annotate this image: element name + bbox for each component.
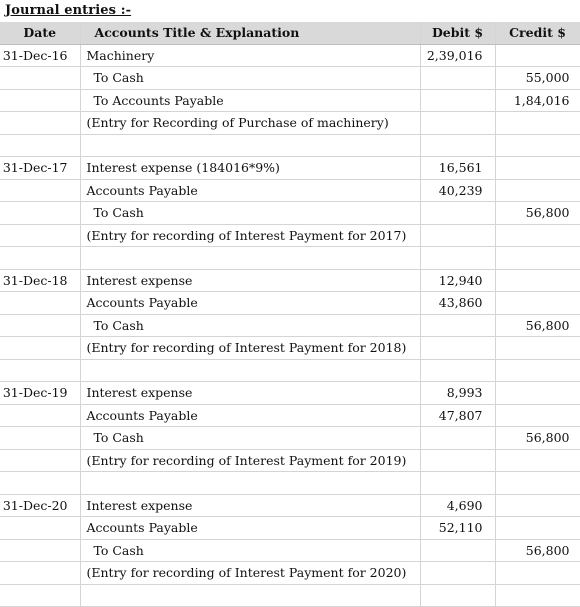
entry-date [0,292,80,315]
table-row [0,314,580,337]
account-title: Interest expense [80,269,420,292]
narration-row [0,449,580,472]
empty-cell [495,449,580,472]
empty-cell [420,449,495,472]
table-row [0,539,580,562]
empty-cell [0,134,80,157]
table-row [0,292,580,315]
narration-text: (Entry for recording of Interest Payment for 2019) [80,449,420,472]
empty-cell [420,247,495,270]
account-title: To Cash [80,427,420,450]
credit-amount [495,179,580,202]
debit-amount: 12,940 [420,269,495,292]
entry-date: 31-Dec-17 [0,157,80,180]
credit-amount [495,269,580,292]
table-row [0,269,580,292]
debit-amount [420,314,495,337]
narration-text: (Entry for Recording of Purchase of machinery) [80,112,420,135]
empty-cell [495,337,580,360]
debit-amount: 2,39,016 [420,44,495,67]
empty-cell [495,224,580,247]
credit-amount: 56,800 [495,427,580,450]
entry-date: 31-Dec-16 [0,44,80,67]
credit-amount: 55,000 [495,67,580,90]
narration-row [0,562,580,585]
debit-amount [420,202,495,225]
table-row [0,157,580,180]
empty-cell [420,359,495,382]
header-row [0,22,580,44]
entry-date [0,539,80,562]
table-row [0,427,580,450]
empty-cell [420,584,495,607]
entry-date [0,202,80,225]
table-row [0,494,580,517]
narration-row [0,112,580,135]
empty-cell [420,134,495,157]
narration-text: (Entry for recording of Interest Payment for 2020) [80,562,420,585]
spacer-row [0,584,580,607]
table-row [0,67,580,90]
account-title: To Cash [80,539,420,562]
header-debit: Debit $ [420,22,495,44]
journal-body [0,44,580,607]
empty-cell [0,449,80,472]
table-row [0,202,580,225]
debit-amount [420,539,495,562]
empty-cell [495,359,580,382]
header-date: Date [0,22,80,44]
table-row [0,382,580,405]
debit-amount: 8,993 [420,382,495,405]
debit-amount: 47,807 [420,404,495,427]
narration-text: (Entry for recording of Interest Payment for 2018) [80,337,420,360]
account-title: Machinery [80,44,420,67]
account-title: To Cash [80,202,420,225]
spacer-row [0,472,580,495]
narration-row [0,224,580,247]
account-title: Interest expense (184016*9%) [80,157,420,180]
spacer-row [0,247,580,270]
empty-cell [0,224,80,247]
entry-date [0,517,80,540]
entry-date [0,314,80,337]
account-title: Interest expense [80,382,420,405]
empty-cell [495,247,580,270]
credit-amount [495,157,580,180]
credit-amount [495,494,580,517]
page-title: Journal entries :- [5,3,132,18]
empty-cell [0,562,80,585]
account-title: To Cash [80,67,420,90]
entry-date [0,427,80,450]
credit-amount [495,404,580,427]
empty-cell [80,359,420,382]
entry-date: 31-Dec-18 [0,269,80,292]
account-title: Accounts Payable [80,179,420,202]
credit-amount [495,382,580,405]
debit-amount: 16,561 [420,157,495,180]
account-title: Interest expense [80,494,420,517]
narration-text: (Entry for recording of Interest Payment for 2017) [80,224,420,247]
spacer-row [0,359,580,382]
table-row [0,89,580,112]
entry-date [0,404,80,427]
credit-amount [495,292,580,315]
empty-cell [495,472,580,495]
empty-cell [420,562,495,585]
empty-cell [420,224,495,247]
entry-date [0,89,80,112]
journal-table [0,22,580,607]
empty-cell [0,247,80,270]
debit-amount: 40,239 [420,179,495,202]
credit-amount [495,44,580,67]
account-title: Accounts Payable [80,517,420,540]
empty-cell [495,562,580,585]
account-title: To Cash [80,314,420,337]
empty-cell [80,247,420,270]
empty-cell [0,337,80,360]
empty-cell [80,134,420,157]
debit-amount: 43,860 [420,292,495,315]
empty-cell [80,472,420,495]
entry-date [0,67,80,90]
empty-cell [80,584,420,607]
entry-date: 31-Dec-20 [0,494,80,517]
empty-cell [495,112,580,135]
table-row [0,517,580,540]
credit-amount [495,517,580,540]
debit-amount: 52,110 [420,517,495,540]
empty-cell [420,337,495,360]
header-credit: Credit $ [495,22,580,44]
account-title: To Accounts Payable [80,89,420,112]
debit-amount: 4,690 [420,494,495,517]
debit-amount [420,89,495,112]
empty-cell [495,134,580,157]
table-row [0,404,580,427]
empty-cell [0,359,80,382]
entry-date [0,179,80,202]
account-title: Accounts Payable [80,404,420,427]
credit-amount: 56,800 [495,539,580,562]
credit-amount: 56,800 [495,202,580,225]
table-row [0,179,580,202]
empty-cell [420,472,495,495]
empty-cell [495,584,580,607]
spacer-row [0,134,580,157]
empty-cell [0,472,80,495]
empty-cell [0,584,80,607]
credit-amount: 56,800 [495,314,580,337]
debit-amount [420,67,495,90]
empty-cell [420,112,495,135]
table-row [0,44,580,67]
account-title: Accounts Payable [80,292,420,315]
header-account: Accounts Title & Explanation [80,22,420,44]
empty-cell [0,112,80,135]
debit-amount [420,427,495,450]
narration-row [0,337,580,360]
credit-amount: 1,84,016 [495,89,580,112]
entry-date: 31-Dec-19 [0,382,80,405]
